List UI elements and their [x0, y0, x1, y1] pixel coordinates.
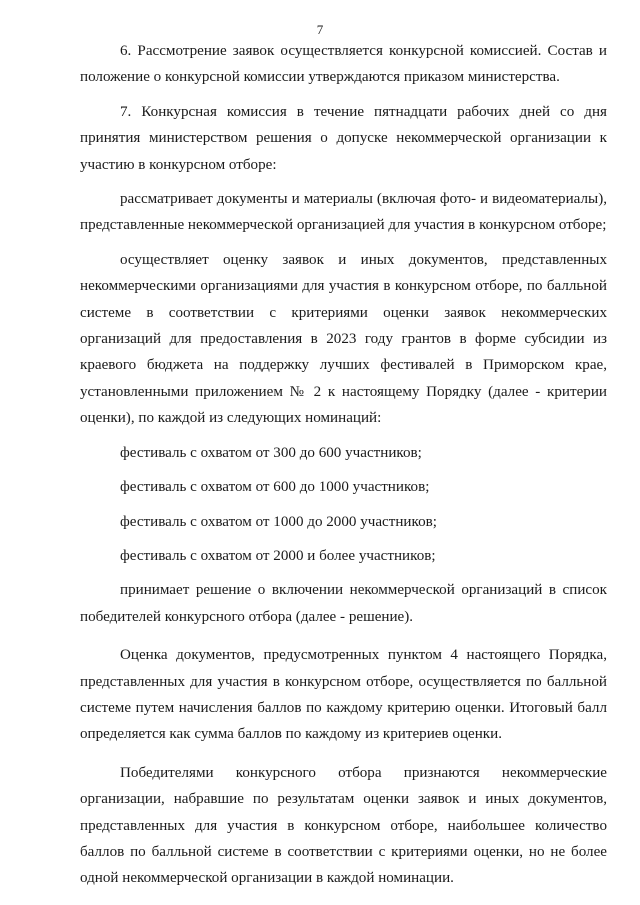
nomination-item: фестиваль с охватом от 2000 и более участников;: [120, 547, 436, 564]
duty-review-documents: рассматривает документы и материалы (включая фото- и видеоматериалы), представленные некоммерческой организацией для участия в конкурсном отборе;: [80, 191, 607, 234]
duty-evaluate-applications: осуществляет оценку заявок и иных документов, представленных некоммерческими организациями для участия в конкурсном отборе, по балльной системе в соответствии с критериями оценки заявок некоммерческих организаций для предоставления в 2023 году грантов в форме субсидии из краевого бюджета на поддержку лучших фестивалей в Приморском крае, установленными приложением № 2 к настоящему Порядку (далее - критерии оценки), по каждой из следующих номинаций:: [80, 251, 607, 427]
paragraph-6-commission: 6. Рассмотрение заявок осуществляется конкурсной комиссией. Состав и положение о конкурсной комиссии утверждаются приказом министерства.: [80, 43, 607, 86]
duty-decision: принимает решение о включении некоммерческой организаций в список победителей конкурсного отбора (далее - решение).: [80, 582, 607, 625]
nomination-item: фестиваль с охватом от 600 до 1000 участников;: [120, 479, 430, 496]
paragraph-7-commission-duties: 7. Конкурсная комиссия в течение пятнадцати рабочих дней со дня принятия министерством решения о допуске некоммерческой организации к участию в конкурсном отборе:: [80, 103, 607, 173]
paragraph-winners: Победителями конкурсного отбора признаются некоммерческие организации, набравшие по результатам оценки заявок и иных документов, представленных для участия в конкурсном отборе, наибольшее количество баллов по балльной системе в соответствии с критериями оценки, но не более одной некоммерческой организации в каждой номинации.: [80, 764, 607, 887]
page-number: 7: [316, 22, 324, 37]
nomination-item: фестиваль с охватом от 300 до 600 участников;: [120, 444, 422, 461]
nomination-item: фестиваль с охватом от 1000 до 2000 участников;: [120, 513, 437, 530]
document-body: [80, 38, 607, 892]
paragraph-evaluation: Оценка документов, предусмотренных пунктом 4 настоящего Порядка, представленных для участия в конкурсном отборе, осуществляется по балльной системе путем начисления баллов по каждому критерию оценки. Итоговый балл определяется как сумма баллов по каждому из критериев оценки.: [80, 647, 607, 743]
